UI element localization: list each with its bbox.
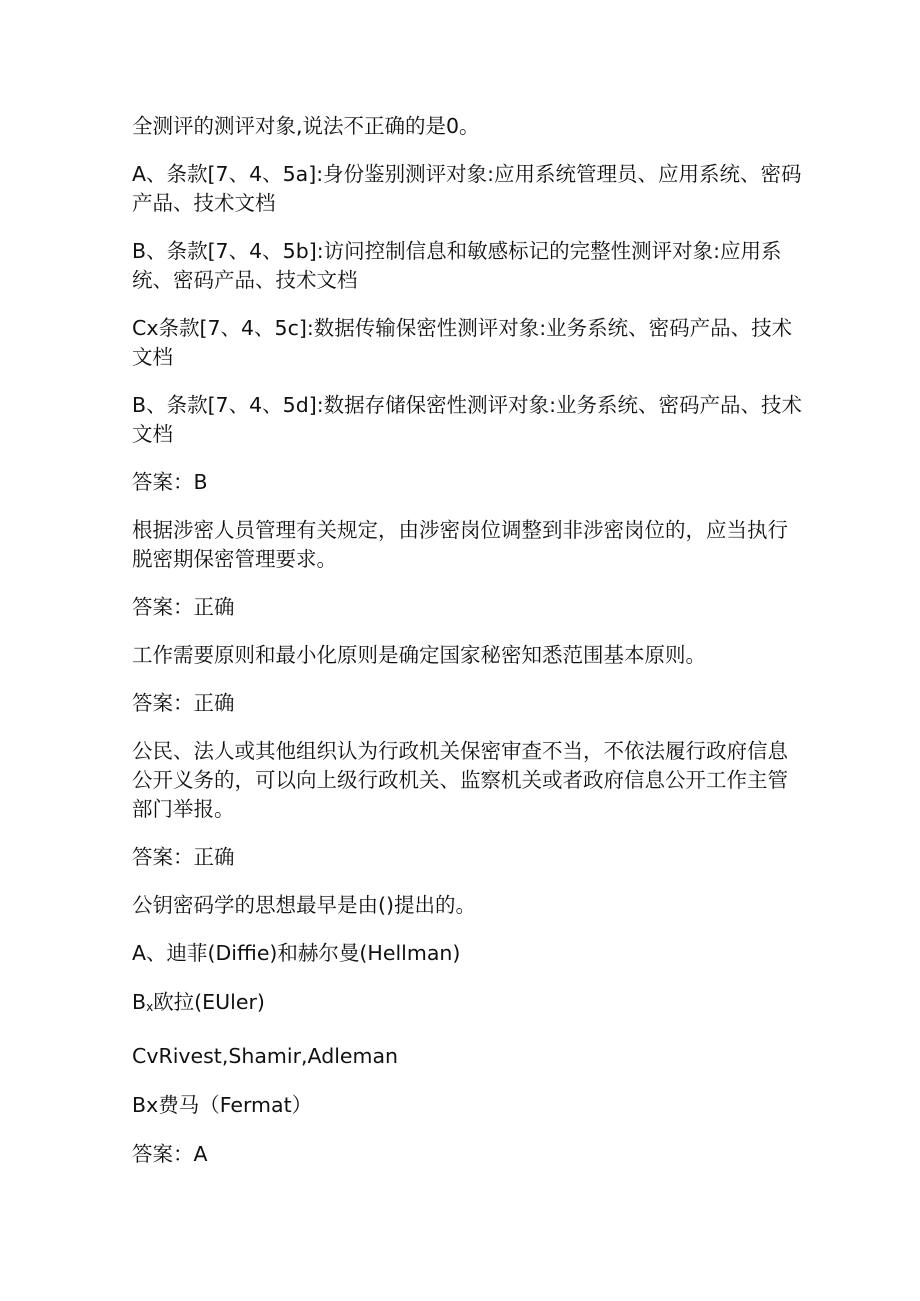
option-d: B、条款[7、4、5d]:数据存储保密性测评对象:业务系统、密码产品、技术文档: [132, 393, 803, 446]
question-text: 工作需要原则和最小化原则是确定国家秘密知悉范围基本原则。: [132, 643, 706, 667]
answer-text: 答案：B: [132, 470, 208, 494]
question-text: 公民、法人或其他组织认为行政机关保密审查不当，不依法履行政府信息公开义务的，可以向上级行政机关、监察机关或者政府信息公开工作主管部门举报。: [132, 739, 788, 821]
option-b-subscript: x: [146, 1000, 154, 1014]
option-d: Bx费马（Fermat）: [132, 1093, 313, 1117]
answer-text: 答案：正确: [132, 595, 235, 619]
option-b-letter: B: [132, 990, 147, 1014]
option-c: Cx条款[7、4、5c]:数据传输保密性测评对象:业务系统、密码产品、技术文档: [132, 316, 793, 369]
option-c: CvRivest,Shamir,Adleman: [132, 1044, 399, 1068]
answer-text: 答案：正确: [132, 845, 235, 869]
question-text: 全测评的测评对象,说法不正确的是0。: [132, 114, 480, 138]
question-text: 公钥密码学的思想最早是由()提出的。: [132, 893, 476, 917]
answer-text: 答案：正确: [132, 691, 235, 715]
answer-text: 答案：A: [132, 1142, 208, 1166]
option-b: [132, 988, 802, 1022]
option-a: A、迪菲(Diffie)和赫尔曼(Hellman): [132, 941, 461, 965]
question-text: 根据涉密人员管理有关规定，由涉密岗位调整到非涉密岗位的，应当执行脱密期保密管理要求。: [132, 518, 788, 571]
option-b-text: 欧拉(EUler): [153, 990, 265, 1014]
option-b: B、条款[7、4、5b]:访问控制信息和敏感标记的完整性测评对象:应用系统、密码产品、技术文档: [132, 239, 782, 292]
option-a: A、条款[7、4、5a]:身份鉴别测评对象:应用系统管理员、应用系统、密码产品、技术文档: [132, 162, 802, 215]
document-page: [132, 112, 802, 1188]
